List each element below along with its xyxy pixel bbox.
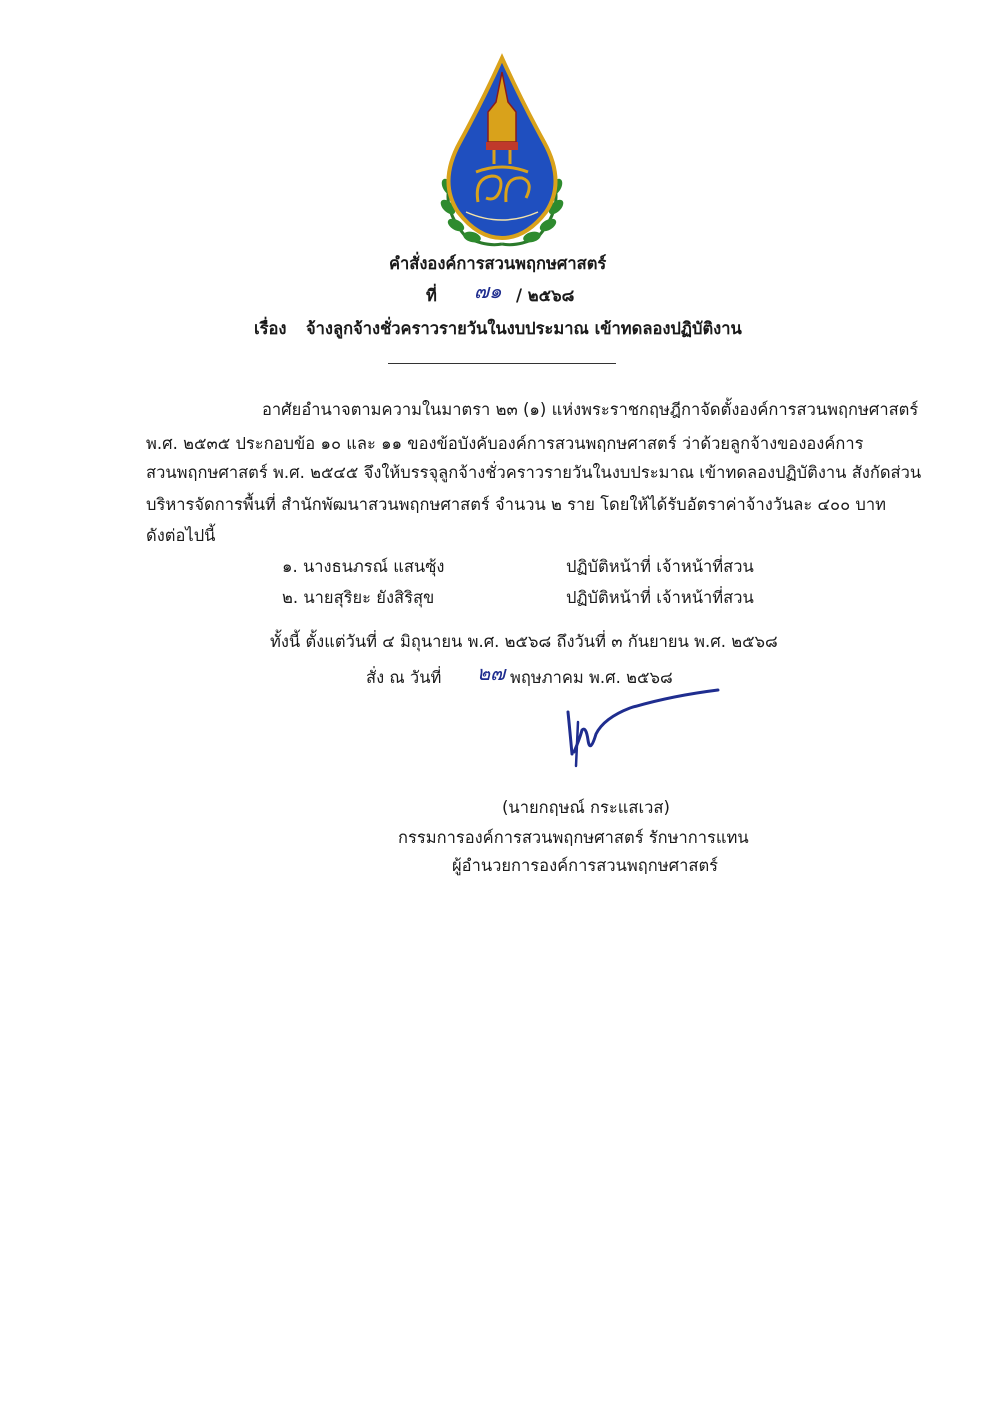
subject-text: จ้างลูกจ้างชั่วคราวรายวันในงบประมาณ เข้าทดลองปฏิบัติงาน bbox=[306, 319, 742, 338]
employee-2-name: ๒. นายสุริยะ ยังสิริสุข bbox=[282, 588, 435, 607]
order-title: คำสั่งองค์การสวนพฤกษศาสตร์ bbox=[389, 254, 607, 273]
order-number-handwritten: ๗๑ bbox=[474, 279, 502, 303]
body-line-5: ดังต่อไปนี้ bbox=[146, 526, 216, 545]
order-date-prefix: สั่ง ณ วันที่ bbox=[366, 668, 442, 687]
order-date-day-handwritten: ๒๗ bbox=[477, 661, 506, 685]
employee-2-duty: ปฏิบัติหน้าที่ เจ้าหน้าที่สวน bbox=[566, 588, 754, 607]
order-number-year: / ๒๕๖๘ bbox=[516, 286, 575, 305]
order-number-label: ที่ bbox=[426, 286, 437, 305]
signatory-title-2: ผู้อำนวยการองค์การสวนพฤกษศาสตร์ bbox=[452, 856, 719, 875]
employment-period: ทั้งนี้ ตั้งแต่วันที่ ๔ มิถุนายน พ.ศ. ๒๕๖๘ ถึงวันที่ ๓ กันยายน พ.ศ. ๒๕๖๘ bbox=[270, 632, 778, 651]
organization-logo bbox=[426, 52, 578, 248]
body-line-1: อาศัยอำนาจตามความในมาตรา ๒๓ (๑) แห่งพระราชกฤษฎีกาจัดตั้งองค์การสวนพฤกษศาสตร์ bbox=[262, 400, 919, 419]
employee-1-duty: ปฏิบัติหน้าที่ เจ้าหน้าที่สวน bbox=[566, 557, 754, 576]
body-line-3: สวนพฤกษศาสตร์ พ.ศ. ๒๕๔๕ จึงให้บรรจุลูกจ้างชั่วคราวรายวันในงบประมาณ เข้าทดลองปฏิบัติงาน สังกัดส่วน bbox=[146, 463, 922, 482]
body-line-2: พ.ศ. ๒๕๓๕ ประกอบข้อ ๑๐ และ ๑๑ ของข้อบังคับองค์การสวนพฤกษศาสตร์ ว่าด้วยลูกจ้างขององค์การ bbox=[146, 434, 864, 453]
handwritten-signature bbox=[560, 682, 730, 774]
signatory-name: (นายกฤษณ์ กระแสเวส) bbox=[502, 798, 670, 817]
employee-1-name: ๑. นางธนภรณ์ แสนซุ้ง bbox=[282, 557, 445, 576]
subject-label: เรื่อง bbox=[254, 319, 287, 338]
order-date-suffix: พฤษภาคม พ.ศ. ๒๕๖๘ bbox=[510, 668, 673, 687]
header-divider bbox=[388, 363, 616, 364]
body-line-4: บริหารจัดการพื้นที่ สำนักพัฒนาสวนพฤกษศาสตร์ จำนวน ๒ ราย โดยให้ได้รับอัตราค่าจ้างวันละ ๔๐๐ บาท bbox=[146, 495, 887, 514]
signatory-title-1: กรรมการองค์การสวนพฤกษศาสตร์ รักษาการแทน bbox=[398, 828, 749, 847]
